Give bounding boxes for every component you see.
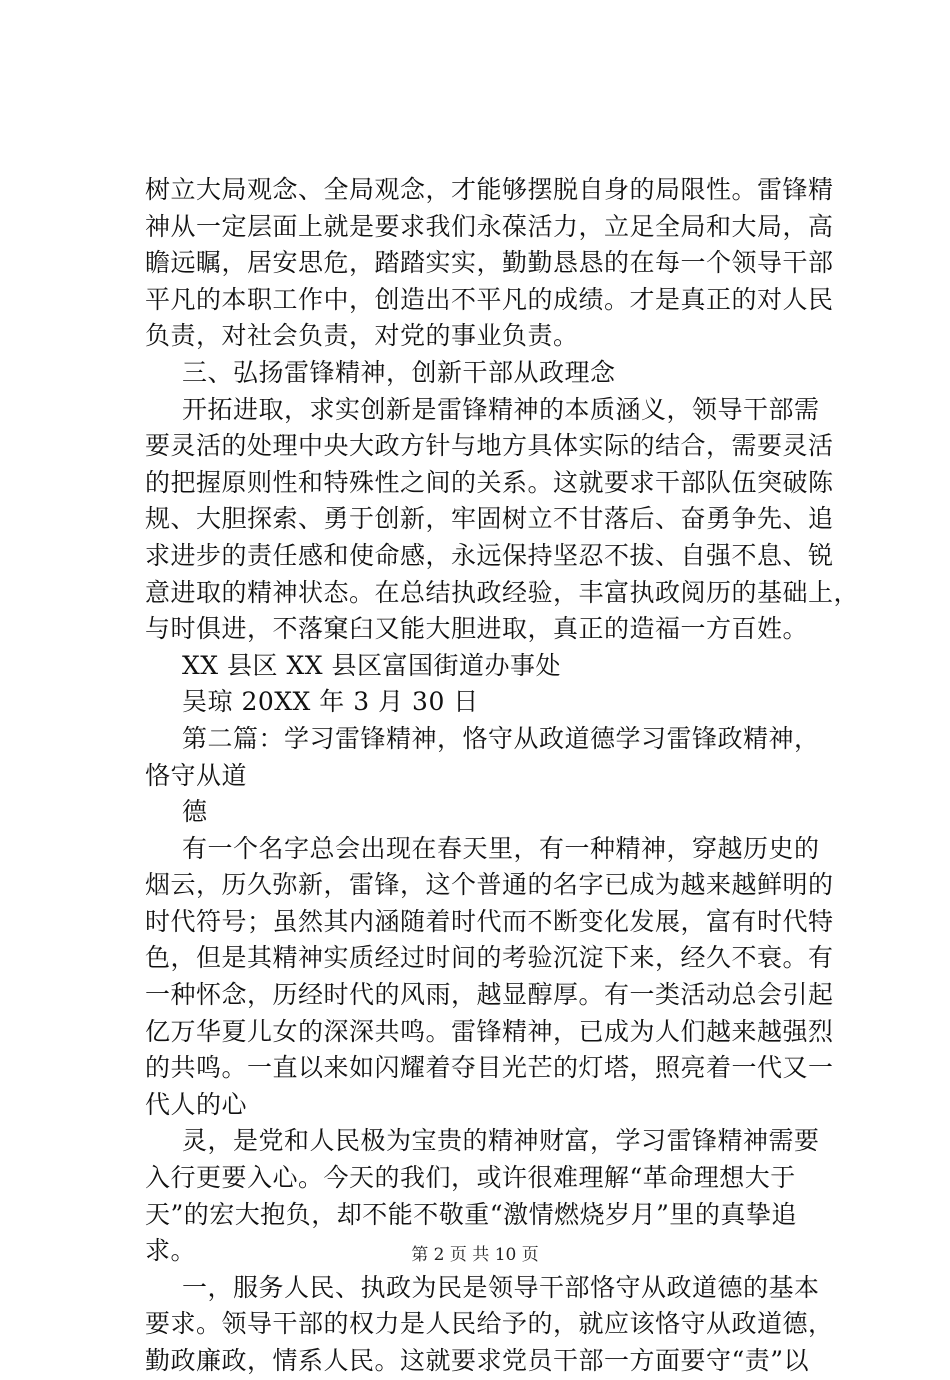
text-line: 负责，对社会负责，对党的事业负责。 — [145, 321, 579, 351]
text-line: 树立大局观念、全局观念，才能够摆脱自身的局限性。雷锋精 — [145, 175, 834, 204]
text-line: 瞻远瞩，居安思危，踏踏实实，勤勤恳恳的在每一个领导干部 — [145, 248, 834, 278]
text-line: 要求。领导干部的权力是人民给予的，就应该恪守从政道德， — [145, 1309, 834, 1339]
text-line: 要灵活的处理中央大政方针与地方具体实际的结合，需要灵活 — [145, 431, 834, 461]
document-body — [145, 172, 860, 1380]
text-line: 的共鸣。一直以来如闪耀着夺目光芒的灯塔，照亮着一代又一 — [145, 1053, 834, 1083]
text-line: 吴琼 20XX 年 3 月 30 日 — [182, 687, 479, 717]
text-line: 烟云，历久弥新，雷锋，这个普通的名字已成为越来越鲜明的 — [145, 870, 834, 900]
text-line: 有一个名字总会出现在春天里，有一种精神，穿越历史的 — [182, 833, 820, 863]
text-line: 色，但是其精神实质经过时间的考验沉淀下来，经久不衰。有 — [145, 943, 834, 973]
page-footer: 第 2 页 共 10 页 — [411, 1245, 539, 1265]
text-line: 规、大胆探索、勇于创新，牢固树立不甘落后、奋勇争先、追 — [145, 504, 834, 534]
text-line: 三、弘扬雷锋精神，创新干部从政理念 — [182, 357, 616, 387]
text-line: 时代符号；虽然其内涵随着时代而不断变化发展，富有时代特 — [145, 906, 834, 936]
text-line: 亿万华夏儿女的深深共鸣。雷锋精神，已成为人们越来越强烈 — [145, 1016, 834, 1046]
text-line: 求进步的责任感和使命感，永远保持坚忍不拔、自强不息、锐 — [145, 540, 834, 570]
text-line: 的把握原则性和特殊性之间的关系。这就要求干部队伍突破陈 — [145, 467, 834, 497]
text-line: 神从一定层面上就是要求我们永葆活力，立足全局和大局，高 — [145, 211, 834, 241]
text-line: 勤政廉政，情系人民。这就要求党员干部一方面要守“责”以 — [145, 1346, 810, 1375]
text-line: XX 县区 XX 县区富国街道办事处 — [182, 650, 562, 680]
text-line: 一种怀念，历经时代的风雨，越显醇厚。有一类活动总会引起 — [145, 980, 834, 1010]
text-line: 恪守从道 — [145, 760, 248, 790]
text-line: 第二篇：学习雷锋精神，恪守从政道德学习雷锋政精神， — [182, 723, 820, 753]
text-line: 德 — [182, 797, 208, 827]
text-line: 意进取的精神状态。在总结执政经验，丰富执政阅历的基础上， — [145, 577, 860, 607]
text-line: 一，服务人民、执政为民是领导干部恪守从政道德的基本 — [182, 1272, 820, 1302]
text-line: 入行更要入心。今天的我们，或许很难理解“革命理想大于 — [145, 1163, 796, 1193]
text-line: 天”的宏大抱负，却不能不敬重“激情燃烧岁月”里的真挚追 — [145, 1199, 797, 1229]
text-line: 与时俱进，不落窠臼又能大胆进取，真正的造福一方百姓。 — [145, 614, 809, 644]
text-line: 开拓进取，求实创新是雷锋精神的本质涵义，领导干部需 — [182, 394, 820, 424]
text-line: 代人的心 — [145, 1089, 248, 1119]
text-line: 平凡的本职工作中，创造出不平凡的成绩。才是真正的对人民 — [145, 284, 834, 314]
text-line: 灵，是党和人民极为宝贵的精神财富，学习雷锋精神需要 — [182, 1126, 820, 1156]
text-line: 求。 — [145, 1236, 197, 1266]
